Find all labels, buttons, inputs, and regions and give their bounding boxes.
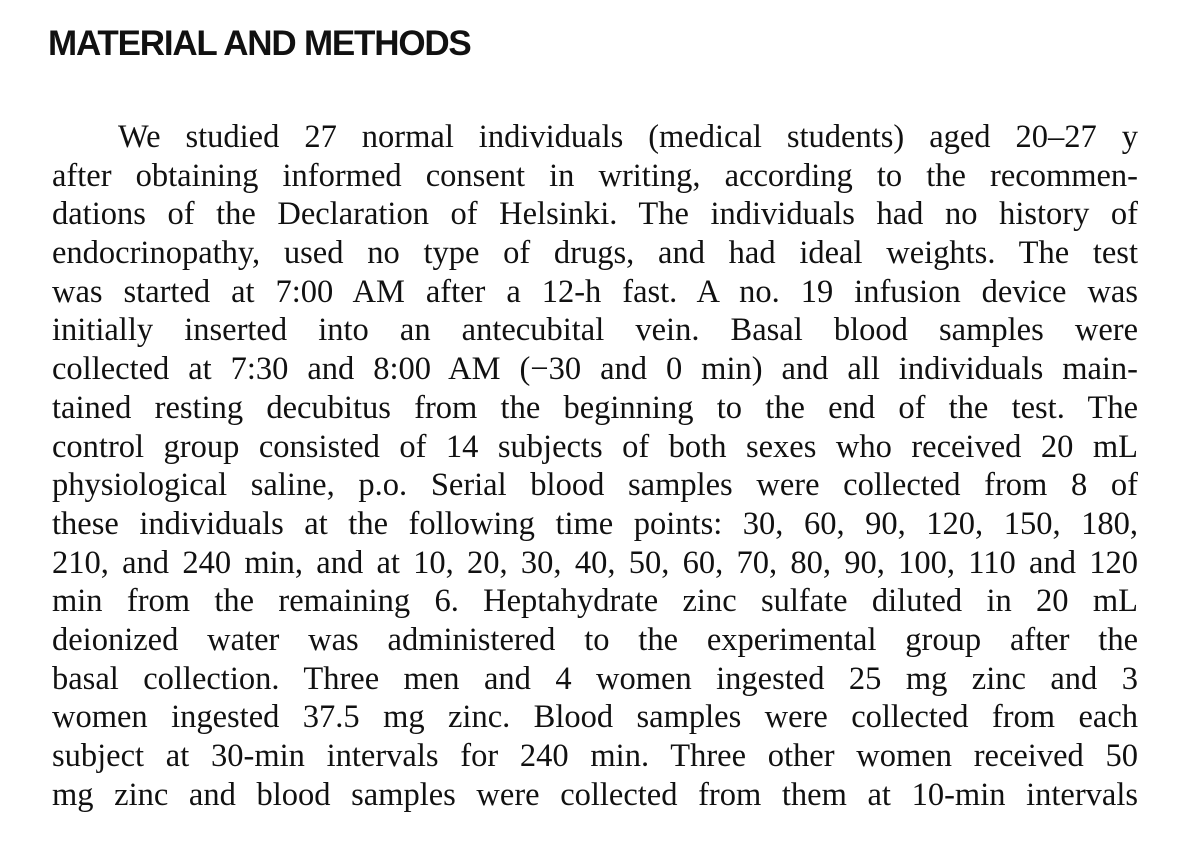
paragraph-line: collected at 7:30 and 8:00 AM (−30 and 0 min) and all individuals main-	[52, 351, 1138, 388]
paragraph-line: subject at 30-min intervals for 240 min. Three other women received 50	[52, 738, 1138, 774]
paragraph-line: 210, and 240 min, and at 10, 20, 30, 40, 50, 60, 70, 80, 90, 100, 110 and 120	[52, 544, 1138, 581]
paragraph-line: min from the remaining 6. Heptahydrate zinc sulfate diluted in 20 mL	[52, 583, 1138, 620]
paragraph-line: mg zinc and blood samples were collected from them at 10-min intervals	[52, 776, 1138, 813]
section-heading: MATERIAL AND METHODS	[48, 24, 471, 63]
paragraph-line: physiological saline, p.o. Serial blood samples were collected from 8 of	[52, 467, 1138, 504]
paragraph-line: these individuals at the following time points: 30, 60, 90, 120, 150, 180,	[52, 505, 1138, 542]
paragraph-line: deionized water was administered to the experimental group after the	[52, 621, 1138, 658]
paragraph-line: endocrinopathy, used no type of drugs, and had ideal weights. The test	[52, 235, 1138, 272]
paragraph-line: control group consisted of 14 subjects of both sexes who received 20 mL	[52, 428, 1138, 465]
paragraph-line: women ingested 37.5 mg zinc. Blood samples were collected from each	[52, 699, 1138, 736]
methods-paragraph	[52, 118, 1138, 814]
paragraph-line: basal collection. Three men and 4 women ingested 25 mg zinc and 3	[52, 660, 1138, 697]
paragraph-line: tained resting decubitus from the beginning to the end of the test. The	[52, 389, 1138, 426]
paragraph-line: after obtaining informed consent in writing, according to the recommen-	[52, 157, 1138, 194]
paragraph-line: We studied 27 normal individuals (medical students) aged 20–27 y	[118, 119, 1138, 155]
paragraph-line: dations of the Declaration of Helsinki. The individuals had no history of	[52, 196, 1138, 233]
paragraph-line: initially inserted into an antecubital vein. Basal blood samples were	[52, 312, 1138, 349]
paragraph-line: was started at 7:00 AM after a 12-h fast. A no. 19 infusion device was	[52, 273, 1138, 310]
